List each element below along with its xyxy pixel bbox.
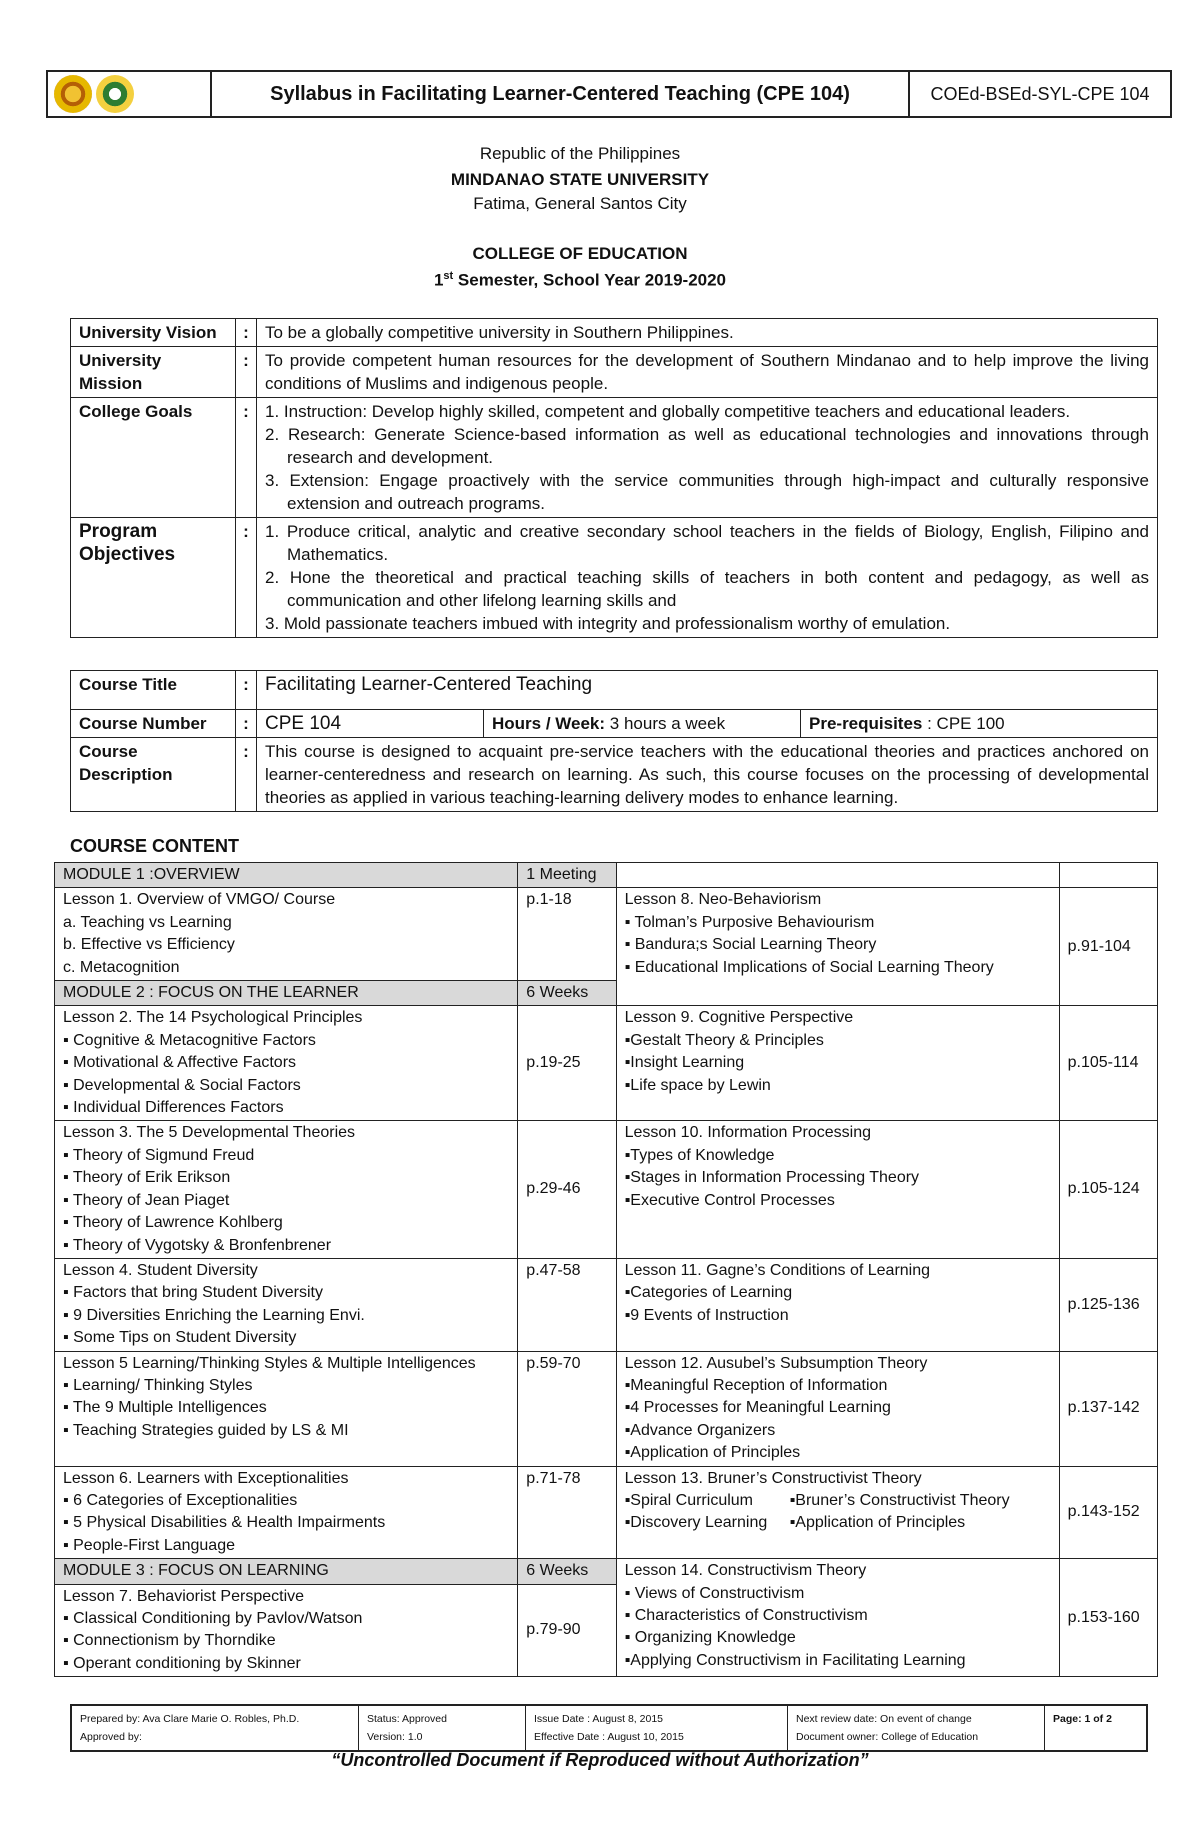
- course-info-table: Course Title : Facilitating Learner-Centered Teaching Course Number : CPE 104 Hours / Week: 3 hours a week Pre-requisites : CPE 100 Course Description : This course is designed to acquaint pre-service teachers with the educational theories and practices anchored on learner-centeredness and research on learning. As such, this course focuses on the processing of developmental theories as applied in various teaching-learning delivery modes to enhance learning.: [70, 670, 1158, 812]
- mission-text: To provide competent human resources for the development of Southern Mindanao and to help improve the living conditions of Muslims and indigenous people.: [257, 347, 1158, 398]
- lesson-12: Lesson 12. Ausubel’s Subsumption Theory ▪Meaningful Reception of Information ▪4 Processes for Meaningful Learning ▪Advance Organizers ▪Application of Principles: [616, 1351, 1059, 1466]
- semester-line: 1st Semester, School Year 2019-2020: [433, 270, 727, 290]
- lesson-11-pages: p.125-136: [1059, 1258, 1157, 1351]
- goal-item: 1. Instruction: Develop highly skilled, competent and globally competitive teachers and educational leaders.: [265, 402, 1071, 421]
- prepared-approved: [71, 1705, 359, 1751]
- approved-by: Approved by:: [80, 1731, 142, 1743]
- document-header: [46, 70, 1172, 118]
- goals-list: [257, 398, 1158, 518]
- syllabus-title: Syllabus in Facilitating Learner-Centered Teaching (CPE 104): [211, 71, 909, 117]
- lesson-7: Lesson 7. Behaviorist Perspective ▪ Classical Conditioning by Pavlov/Watson ▪ Connectionism by Thorndike ▪ Operant conditioning by Skinner: [55, 1584, 518, 1677]
- lesson-12-pages: p.137-142: [1059, 1351, 1157, 1466]
- table-row: [55, 1351, 1158, 1466]
- course-number-label: Course Number: [71, 710, 236, 738]
- lesson-1: Lesson 1. Overview of VMGO/ Course a. Teaching vs Learning b. Effective vs Efficiency c. Metacognition: [55, 888, 518, 981]
- lesson-3: Lesson 3. The 5 Developmental Theories ▪ Theory of Sigmund Freud ▪ Theory of Erik Erikson ▪ Theory of Jean Piaget ▪ Theory of Lawrence Kohlberg ▪ Theory of Vygotsky & Bronfenbrener: [55, 1121, 518, 1258]
- lesson-4: Lesson 4. Student Diversity ▪ Factors that bring Student Diversity ▪ 9 Diversities Enriching the Learning Envi. ▪ Some Tips on Student Diversity: [55, 1258, 518, 1351]
- college-seal-icon: [96, 75, 134, 113]
- lesson-14-pages: p.153-160: [1059, 1559, 1157, 1677]
- course-description-label: Course Description: [71, 738, 236, 812]
- table-row: [55, 1121, 1158, 1258]
- goals-label: College Goals: [71, 398, 236, 518]
- status: Status: Approved: [367, 1713, 447, 1725]
- lesson-2-pages: p.19-25: [518, 1006, 616, 1121]
- module-2-duration: 6 Weeks: [518, 981, 616, 1006]
- next-review-date: Next review date: On event of change: [796, 1713, 972, 1725]
- goal-item: 2. Research: Generate Science-based information as well as educational technologies and innovations through research and development.: [265, 425, 1149, 467]
- vision-label: University Vision: [71, 319, 236, 347]
- course-description: This course is designed to acquaint pre-service teachers with the educational theories and practices anchored on learner-centeredness and research on learning. As such, this course focuses on the processing of developmental theories as applied in various teaching-learning delivery modes to enhance learning.: [257, 738, 1158, 812]
- course-content-title: COURSE CONTENT: [70, 836, 240, 856]
- document-owner: Document owner: College of Education: [796, 1731, 979, 1743]
- lesson-3-pages: p.29-46: [518, 1121, 616, 1258]
- lesson-13: Lesson 13. Bruner’s Constructivist Theory ▪Spiral Curriculum ▪Bruner’s Constructivist Theory ▪Discovery Learning ▪Application of Principles: [616, 1466, 1059, 1559]
- lesson-6-pages: p.71-78: [518, 1466, 616, 1559]
- module-1-duration: 1 Meeting: [518, 863, 616, 888]
- status-version: [359, 1705, 526, 1751]
- lesson-7-pages: p.79-90: [518, 1584, 616, 1677]
- logo-cell: [47, 71, 211, 117]
- lesson-2: Lesson 2. The 14 Psychological Principles ▪ Cognitive & Metacognitive Factors ▪ Motivational & Affective Factors ▪ Developmental & Social Factors ▪ Individual Differences Factors: [55, 1006, 518, 1121]
- lesson-5-pages: p.59-70: [518, 1351, 616, 1466]
- course-title-label: Course Title: [71, 671, 236, 710]
- lesson-9: Lesson 9. Cognitive Perspective ▪Gestalt Theory & Principles ▪Insight Learning ▪Life space by Lewin: [616, 1006, 1059, 1121]
- prepared-by: Prepared by: Ava Clare Marie O. Robles, Ph.D.: [80, 1713, 300, 1725]
- uncontrolled-warning: “Uncontrolled Document if Reproduced without Authorization”: [331, 1750, 869, 1770]
- page-number: Page: 1 of 2: [1045, 1705, 1148, 1751]
- mission-label: University Mission: [71, 347, 236, 398]
- objectives-list: [257, 518, 1158, 638]
- college-name: COLLEGE OF EDUCATION: [472, 244, 688, 263]
- university-seal-icon: [54, 75, 92, 113]
- lesson-14: Lesson 14. Constructivism Theory ▪ Views of Constructivism ▪ Characteristics of Constructivism ▪ Organizing Knowledge ▪Applying Constructivism in Facilitating Learning: [616, 1559, 1059, 1677]
- lesson-8-pages: p.91-104: [1059, 888, 1157, 1006]
- goal-item: 3. Extension: Engage proactively with the service communities through high-impact and culturally responsive extension and outreach programs.: [265, 471, 1149, 513]
- vision-text: To be a globally competitive university in Southern Philippines.: [257, 319, 1158, 347]
- objective-item: 2. Hone the theoretical and practical teaching skills of teachers in both content and pedagogy, as well as communication and other lifelong learning skills and: [265, 568, 1149, 610]
- university-location: Fatima, General Santos City: [473, 194, 687, 213]
- review-owner: [788, 1705, 1045, 1751]
- lesson-9-pages: p.105-114: [1059, 1006, 1157, 1121]
- table-row: [55, 888, 1158, 981]
- lesson-5: Lesson 5 Learning/Thinking Styles & Multiple Intelligences ▪ Learning/ Thinking Styles ▪ The 9 Multiple Intelligences ▪ Teaching Strategies guided by LS & MI: [55, 1351, 518, 1466]
- prerequisites: Pre-requisites : CPE 100: [801, 710, 1158, 738]
- version: Version: 1.0: [367, 1731, 423, 1743]
- lesson-6: Lesson 6. Learners with Exceptionalities ▪ 6 Categories of Exceptionalities ▪ 5 Physical Disabilities & Health Impairments ▪ People-First Language: [55, 1466, 518, 1559]
- document-code: COEd-BSEd-SYL-CPE 104: [909, 71, 1171, 117]
- table-row: [55, 1466, 1158, 1559]
- objectives-label: Program Objectives: [71, 518, 236, 638]
- lesson-13-pages: p.143-152: [1059, 1466, 1157, 1559]
- table-row: [55, 1006, 1158, 1121]
- lesson-10: Lesson 10. Information Processing ▪Types of Knowledge ▪Stages in Information Processing Theory ▪Executive Control Processes: [616, 1121, 1059, 1258]
- lesson-11: Lesson 11. Gagne’s Conditions of Learning ▪Categories of Learning ▪9 Events of Instruction: [616, 1258, 1059, 1351]
- course-content-table: [54, 862, 1158, 1677]
- lesson-4-pages: p.47-58: [518, 1258, 616, 1351]
- hours-per-week: Hours / Week: 3 hours a week: [484, 710, 801, 738]
- course-title: Facilitating Learner-Centered Teaching: [257, 671, 1158, 710]
- university-name: MINDANAO STATE UNIVERSITY: [450, 170, 710, 189]
- lesson-8: Lesson 8. Neo-Behaviorism ▪ Tolman’s Purposive Behaviourism ▪ Bandura;s Social Learning Theory ▪ Educational Implications of Social Learning Theory: [616, 888, 1059, 1006]
- republic-line: Republic of the Philippines: [479, 144, 681, 163]
- effective-date: Effective Date : August 10, 2015: [534, 1731, 684, 1743]
- course-number: CPE 104: [257, 710, 484, 738]
- module-3-duration: 6 Weeks: [518, 1559, 616, 1584]
- issue-date: Issue Date : August 8, 2015: [534, 1713, 664, 1725]
- lesson-10-pages: p.105-124: [1059, 1121, 1157, 1258]
- module-2-header: MODULE 2 : FOCUS ON THE LEARNER: [55, 981, 518, 1006]
- objective-item: 3. Mold passionate teachers imbued with integrity and professionalism worthy of emulation.: [265, 614, 951, 633]
- table-row: [55, 1258, 1158, 1351]
- dates: [526, 1705, 788, 1751]
- lesson-1-pages: p.1-18: [518, 888, 616, 981]
- module-1-header: MODULE 1 :OVERVIEW: [55, 863, 518, 888]
- module-3-header: MODULE 3 : FOCUS ON LEARNING: [55, 1559, 518, 1584]
- document-footer: [70, 1704, 1148, 1752]
- objective-item: 1. Produce critical, analytic and creative secondary school teachers in the fields of Biology, English, Filipino and Mathematics.: [265, 522, 1149, 564]
- vmgo-table: University Vision : To be a globally competitive university in Southern Philippines. University Mission : To provide competent human resources for the development of Southern Mindanao and to help improve the living conditions of Muslims and indigenous people. College Goals : 1. Instruction: Develop highly skilled, competent and globally competitive teachers and educational leaders. 2. Research: Generate Science-based information as well as educational technologies and innovations through research and development. 3. Extension: Engage proactively with the service communities through high-impact and culturally responsive extension and outreach programs. Program Objectives : 1. Produce critical, analytic and creative secondary school teachers in the fields of Biology, English, Filipino and Mathematics. 2. Hone the theoretical and practical teaching skills of teachers in both content and pedagogy, as well as communication and other lifelong learning skills and 3. Mold passionate teachers imbued with integrity and professionalism worthy of emulation.: [70, 318, 1158, 638]
